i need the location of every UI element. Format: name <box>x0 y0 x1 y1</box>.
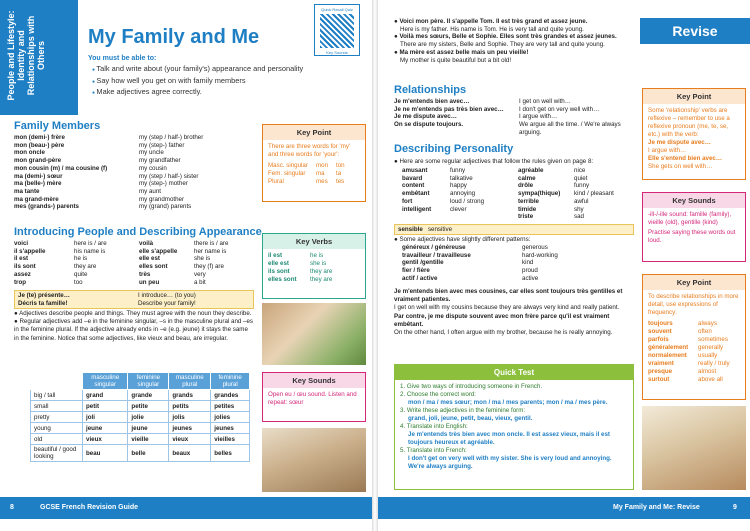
english-term: shy <box>574 205 584 213</box>
footer <box>0 497 372 519</box>
quick-test-box <box>394 364 634 490</box>
vocab-row <box>648 336 740 344</box>
french-term: ma tante <box>14 187 40 195</box>
vocab-row <box>648 328 740 336</box>
relationships-heading: Relationships <box>394 84 467 96</box>
french-term: triste <box>518 213 534 221</box>
french-term: vraiment <box>648 360 674 367</box>
vocab-row <box>14 271 254 279</box>
english-term: they are <box>310 268 333 275</box>
personality-intro: ● Here are some regular adjectives that follow the rules given on page 8: <box>394 158 594 165</box>
english-term: sad <box>574 213 584 221</box>
vocab-row <box>14 173 254 181</box>
english-term: happy <box>450 182 467 190</box>
english-term: mon <box>316 162 329 169</box>
french-term: Je ne m'entends pas très bien avec… <box>394 105 504 113</box>
table-header: feminine plural <box>211 373 250 390</box>
table-cell: young <box>31 423 83 434</box>
relationships-list <box>394 98 634 137</box>
vocab-row <box>268 170 360 178</box>
page-title: My Family and Me <box>88 26 260 48</box>
intro-vocab-list <box>14 240 254 286</box>
table-cell: jeunes <box>169 423 211 434</box>
vocab-row <box>14 188 254 196</box>
english-term: my (step / half-) brother <box>139 134 204 141</box>
french-term: très <box>139 270 151 278</box>
vocab-row <box>402 167 634 175</box>
table-cell: jeunes <box>211 423 250 434</box>
french-term: elle est <box>139 255 160 263</box>
french-term: travailleur / travailleuse <box>402 251 471 259</box>
key-sounds-title: Key Sounds <box>263 373 365 388</box>
french-term: bavard <box>402 174 423 182</box>
key-point-text: There are three words for 'my' and three words for 'your': <box>268 143 351 158</box>
english-term: very <box>194 270 206 278</box>
french-term: ils sont <box>268 268 290 275</box>
table-row <box>31 390 250 401</box>
english-term: annoying <box>450 190 476 198</box>
vocab-row <box>14 180 254 188</box>
key-verbs-title: Key Verbs <box>263 234 365 249</box>
french-term: mon cousin (m) / ma cousine (f) <box>14 164 108 172</box>
english-term: above all <box>698 376 723 383</box>
table-cell: grands <box>169 390 211 401</box>
example-line: ● Ma mère est assez belle mais un peu vieille! <box>394 48 529 56</box>
key-verbs-list <box>263 249 365 287</box>
vocab-row <box>14 279 254 287</box>
french-term: il est <box>268 252 283 259</box>
vocab-row <box>14 240 254 248</box>
english-term: my grandmother <box>139 195 185 203</box>
quick-test-line: mon / ma / mes sœur; mon / ma / mes parents; mon / ma / mes père. <box>408 399 608 406</box>
table-cell: old <box>31 434 83 445</box>
french-term: elles sont <box>139 263 168 271</box>
vocab-row <box>402 206 634 214</box>
vocab-row <box>648 352 740 360</box>
vocab-row <box>14 149 254 157</box>
french-term: On se dispute toujours. <box>394 121 464 129</box>
french-term: Je me dispute avec… <box>394 113 457 121</box>
vocab-row <box>648 344 740 352</box>
table-cell: vieilles <box>211 434 250 445</box>
vocab-row <box>268 276 360 284</box>
key-sounds-text: Open eu / œu sound. Listen and repeat: sœur <box>268 391 357 406</box>
key-verbs-box <box>262 233 366 299</box>
english-term <box>450 213 518 221</box>
french-term: calme <box>518 174 536 182</box>
right-page <box>378 0 750 531</box>
english-term: loud / strong <box>450 197 485 205</box>
french-term: fort <box>402 197 413 205</box>
example-sentences <box>394 18 634 64</box>
irregular-vocab <box>402 244 634 283</box>
french-term: ton <box>336 162 345 169</box>
footer <box>378 497 750 519</box>
table-row <box>31 401 250 412</box>
qr-title: Quick Recall Quiz <box>321 7 353 12</box>
vocab-row <box>402 175 634 183</box>
example-line: There are my sisters, Belle and Sophie. They are very tall and quite young. <box>400 41 605 49</box>
english-term: they are <box>310 276 333 283</box>
table-row <box>31 445 250 462</box>
french-term: voilà <box>139 240 154 247</box>
personality-heading: Describing Personality <box>394 143 514 155</box>
key-point-text: Some 'relationship' verbs are reflexive – remember to use a reflexive pronoun (me, te, se, etc.) with the verb: <box>648 107 730 138</box>
vocab-row <box>268 260 360 268</box>
vocab-row <box>14 203 254 211</box>
qr-code-box[interactable] <box>314 4 360 56</box>
vocab-row <box>14 248 254 256</box>
table-row <box>31 412 250 423</box>
english-term: Describe your family! <box>138 299 196 307</box>
french-term: Plural <box>268 178 284 185</box>
english-term: I don't get on very well with… <box>519 105 600 113</box>
table-cell: big / tall <box>31 390 83 401</box>
sidebar-label: People and Lifestyle: Identity and Relationships with Others <box>6 10 46 101</box>
french-term: ta <box>336 170 342 177</box>
quick-test-line: grand, joli, jeune, petit, beau, vieux, gentil. <box>408 415 533 422</box>
table-cell: vieux <box>169 434 211 445</box>
qr-code-icon[interactable] <box>320 14 354 48</box>
table-cell: jeune <box>128 423 169 434</box>
sensible-tip: sensible sensitive <box>394 224 634 235</box>
table-cell: beautiful / good looking <box>31 445 83 462</box>
french-term: il est <box>14 255 29 263</box>
quick-test-line: Je m'entends très bien avec mon oncle. Il est assez vieux, mais il est toujours heureux et agréable. <box>408 431 610 446</box>
adjective-table <box>30 372 250 462</box>
vocab-row <box>394 106 634 114</box>
table-row <box>31 434 250 445</box>
english-term: my aunt <box>139 187 162 195</box>
french-term: surtout <box>648 376 670 383</box>
table-cell: jeune <box>83 423 128 434</box>
key-sounds-text: -ill-/-ille sound: famille (family), vieille (old), gentille (kind) <box>648 211 732 226</box>
english-term: I argue with… <box>519 113 558 121</box>
example-paragraph: Je m'entends bien avec mes cousines, car elles sont toujours très gentilles et vraiment patientes. I get on well with my cousins because they are always very kind and really patient. Par contre, je me dispute souvent avec mon frère parce qu'il est vraiment embêtant. On the other hand, I often argue with my brother, because he is really annoying. <box>394 288 623 337</box>
english-term: nice <box>574 167 586 174</box>
quick-test-line: 4. Translate into English: <box>400 423 468 430</box>
english-term: she is <box>310 260 327 267</box>
left-page <box>0 0 372 531</box>
french-term: normalement <box>648 352 687 359</box>
french-term: voici <box>14 240 29 247</box>
vocab-row <box>648 320 740 328</box>
example-line: ● Voici mon père. Il s'appelle Tom. Il est très grand et assez jeune. <box>394 18 588 25</box>
possessive-table <box>268 162 360 186</box>
french-term: mes (grands-) parents <box>14 203 79 211</box>
table-cell: small <box>31 401 83 412</box>
key-point-box: Key Point Some 'relationship' verbs are reflexive – remember to use a reflexive pronoun (me, te, se, etc.) with the verb: Je me dispute avec… I argue with… Elle s'entend bien avec… She gets on well with… <box>642 88 746 180</box>
quick-test-line: 3. Write these adjectives in the feminine form: <box>400 407 526 414</box>
quick-test-line: 5. Translate into French: <box>400 447 467 454</box>
woman-photo <box>642 406 746 490</box>
key-point-title: Key Point <box>643 275 745 290</box>
english-term: proud <box>522 267 538 275</box>
french-term: content <box>402 182 425 190</box>
quick-test-line: 1. Give two ways of introducing someone in French. <box>400 383 543 390</box>
page-number: 9 <box>733 504 737 511</box>
english-term: I introduce… (to you) <box>138 292 196 299</box>
key-sounds-title: Key Sounds <box>643 193 745 208</box>
table-header: masculine singular <box>83 373 128 390</box>
vocab-row <box>648 360 740 368</box>
vocab-row <box>14 142 254 150</box>
frequency-key-point <box>642 274 746 400</box>
table-header: feminine singular <box>128 373 169 390</box>
french-term: elle est <box>268 260 289 267</box>
english-term: my (step-) father <box>139 141 185 149</box>
english-term: quite <box>74 270 88 278</box>
table-cell: jolie <box>128 412 169 423</box>
qr-caption: Key Sounds <box>326 50 348 55</box>
vocab-row <box>14 263 254 271</box>
table-cell: beau <box>83 445 128 462</box>
example-line: Here is my father. His name is Tom. He is very tall and quite young. <box>400 25 584 33</box>
english-term: my grandfather <box>139 157 181 165</box>
quick-test-line: 2. Choose the correct word: <box>400 391 477 398</box>
vocab-row <box>268 162 360 170</box>
english-term: awful <box>574 197 589 205</box>
table-header: masculine plural <box>169 373 211 390</box>
vocab-row <box>268 178 360 186</box>
key-point-title: Key Point <box>263 125 365 140</box>
french-term: timide <box>518 205 537 213</box>
vocab-row <box>402 198 634 206</box>
english-term: quiet <box>574 174 588 182</box>
french-term: Fem. singular <box>268 170 306 177</box>
table-cell: jolis <box>169 412 211 423</box>
quick-test-questions <box>395 380 633 474</box>
english-term: he is <box>310 252 324 259</box>
table-cell: pretty <box>31 412 83 423</box>
table-row <box>31 423 250 434</box>
english-term: too <box>74 278 83 286</box>
english-term: my (step / half-) sister <box>139 172 199 180</box>
objective-item: ● Say how well you get on with family members <box>92 76 303 88</box>
family-vocab-list <box>14 134 254 211</box>
adjective-note: ● Regular adjectives add –e in the feminine singular, –s in the masculine plural and –es in the feminine plural. If the adjective already ends in –e (e.g. jeune) it stays the same in the feminine. Notice that some adjectives, like vieux and beau, are irregular. <box>14 318 254 342</box>
vocab-row <box>402 244 634 252</box>
english-term: he is <box>74 255 88 263</box>
french-term: ma grand-mère <box>14 195 59 203</box>
vocab-row <box>268 252 360 260</box>
english-term: they (f) are <box>194 263 224 271</box>
english-term: usually <box>698 352 718 359</box>
english-term: often <box>698 328 712 335</box>
french-term: souvent <box>648 328 672 335</box>
page-number: 8 <box>10 504 14 511</box>
table-cell: grandes <box>211 390 250 401</box>
table-cell: petit <box>83 401 128 412</box>
french-term: tes <box>336 178 345 185</box>
english-term: I get on well with… <box>519 98 571 105</box>
english-term: my uncle <box>139 149 164 157</box>
table-cell: petites <box>211 401 250 412</box>
french-term: mon (beau-) père <box>14 141 65 149</box>
french-term: parfois <box>648 336 669 343</box>
french-term: trop <box>14 278 27 286</box>
vocab-row <box>394 121 634 136</box>
french-term: amusant <box>402 167 428 174</box>
french-term: mon grand-père <box>14 157 62 165</box>
french-term: un peu <box>139 278 160 286</box>
adjective-note: ● Adjectives describe people and things. They must agree with the noun they describe. <box>14 310 252 317</box>
objectives-heading: You must be able to: <box>88 55 157 62</box>
table-cell: grande <box>128 390 169 401</box>
objective-item: ● Make adjectives agree correctly. <box>92 87 303 99</box>
english-term: funny <box>574 182 590 190</box>
key-point-box <box>262 124 366 202</box>
table-header <box>31 373 83 390</box>
french-term: il s'appelle <box>14 247 46 255</box>
vocab-row <box>18 300 250 308</box>
french-term: toujours <box>648 320 673 327</box>
english-term: here is / are <box>74 240 107 247</box>
french-term: Je m'entends bien avec… <box>394 98 470 105</box>
key-sounds-practice: Practise saying these words out loud. <box>648 229 736 244</box>
french-term: gentil /gentille <box>402 259 444 267</box>
objectives-list <box>92 64 303 99</box>
family-photo <box>262 303 366 365</box>
french-term: terrible <box>518 197 539 205</box>
french-term: embêtant <box>402 190 430 198</box>
example-line: My mother is quite beautiful but a bit old! <box>400 56 512 64</box>
french-term: presque <box>648 368 673 375</box>
french-term: Je (te) présente… <box>18 292 70 299</box>
vocab-row <box>14 255 254 263</box>
vocab-row <box>402 190 634 198</box>
french-term: intelligent <box>402 205 432 213</box>
table-cell: belles <box>211 445 250 462</box>
vocab-row <box>648 368 740 376</box>
english-term: my cousin <box>139 164 167 172</box>
quick-test-title: Quick Test <box>395 365 633 380</box>
father-son-photo <box>262 428 366 492</box>
english-term: active <box>522 274 539 282</box>
vocab-row <box>648 376 740 384</box>
irregular-intro: ● Some adjectives have slightly different patterns: <box>394 236 531 243</box>
table-cell: petits <box>169 401 211 412</box>
french-term: ma (belle-) mère <box>14 180 62 188</box>
english-term: she is <box>194 255 211 263</box>
objective-item: ● Talk and write about (your family's) appearance and personality <box>92 64 303 76</box>
french-term: mon (demi-) frère <box>14 134 65 141</box>
english-term: almost <box>698 368 717 375</box>
french-term: mon oncle <box>14 149 45 157</box>
vocab-row <box>18 292 250 300</box>
french-term: généreux / généreuse <box>402 244 466 251</box>
french-term: Décris ta famille! <box>18 299 68 307</box>
vocab-row <box>402 259 634 267</box>
adjective-notes <box>14 310 254 343</box>
chapter-title: My Family and Me: Revise <box>613 504 700 511</box>
table-cell: beaux <box>169 445 211 462</box>
vocab-row <box>402 267 634 275</box>
vocab-row <box>402 213 634 221</box>
english-term: his name is <box>74 247 106 255</box>
french-term: ils sont <box>14 263 36 271</box>
english-term: generally <box>698 344 724 351</box>
french-term: elle s'appelle <box>139 247 178 255</box>
family-heading: Family Members <box>14 120 101 132</box>
vocab-row <box>268 268 360 276</box>
table-cell: petite <box>128 401 169 412</box>
english-term: really / truly <box>698 360 730 367</box>
table-cell: jolies <box>211 412 250 423</box>
english-term: a bit <box>194 278 206 286</box>
table-cell: joli <box>83 412 128 423</box>
english-term: my (grand) parents <box>139 203 192 211</box>
english-term: my (step-) mother <box>139 180 188 188</box>
vocab-row <box>402 275 634 283</box>
personality-vocab <box>402 167 634 221</box>
english-term: hard-working <box>522 251 558 259</box>
english-term: ma <box>316 170 325 177</box>
table-cell: grand <box>83 390 128 401</box>
table-cell: vieux <box>83 434 128 445</box>
table-cell: vieille <box>128 434 169 445</box>
vocab-row <box>14 157 254 165</box>
french-term: Masc. singular <box>268 162 308 169</box>
english-term: talkative <box>450 174 473 182</box>
french-term: drôle <box>518 182 534 190</box>
vocab-row <box>14 165 254 173</box>
english-term: We argue all the time. / We're always arguing. <box>519 121 621 136</box>
frequency-list <box>648 320 740 384</box>
vocab-row <box>394 98 634 106</box>
french-term: elles sont <box>268 276 297 283</box>
english-term: there is / are <box>194 240 229 247</box>
english-term: kind / pleasant <box>574 190 614 198</box>
french-term: actif / active <box>402 274 438 282</box>
french-term <box>402 213 450 221</box>
key-point-text: To describe relationships in more detail, use expressions of frequency: <box>648 293 739 316</box>
english-term: her name is <box>194 247 227 255</box>
intro-heading: Introducing People and Describing Appearance <box>14 226 262 238</box>
english-term: generous <box>522 244 548 251</box>
quick-test-line: I don't get on very well with my sister. She is very loud and annoying. We're always arguing. <box>408 455 612 470</box>
english-term: kind <box>522 259 534 267</box>
french-term: assez <box>14 270 31 278</box>
english-term: they are <box>74 263 97 271</box>
vocab-row <box>402 252 634 260</box>
vocab-row <box>14 196 254 204</box>
english-term: mes <box>316 178 328 185</box>
french-term: ma (demi-) sœur <box>14 172 63 180</box>
vocab-row <box>402 182 634 190</box>
english-term: always <box>698 320 717 327</box>
vocab-row <box>14 134 254 142</box>
speaking-tip <box>14 290 254 309</box>
revise-banner: Revise <box>640 18 750 44</box>
section-sidebar <box>0 0 78 115</box>
book-title: GCSE French Revision Guide <box>40 504 139 511</box>
english-term: clever <box>450 205 467 213</box>
french-term: généralement <box>648 344 689 351</box>
vocab-row <box>394 113 634 121</box>
key-sounds-box <box>642 192 746 262</box>
key-point-title: Key Point <box>643 89 745 104</box>
french-term: fier / fière <box>402 267 430 275</box>
example-line: ● Voilà mes sœurs, Belle et Sophie. Elles sont très grandes et assez jeunes. <box>394 33 617 41</box>
english-term: sometimes <box>698 336 728 343</box>
table-cell: belle <box>128 445 169 462</box>
english-term: funny <box>450 167 466 174</box>
french-term: agréable <box>518 167 544 174</box>
key-sounds-box <box>262 372 366 422</box>
french-term: sympa(thique) <box>518 190 561 198</box>
